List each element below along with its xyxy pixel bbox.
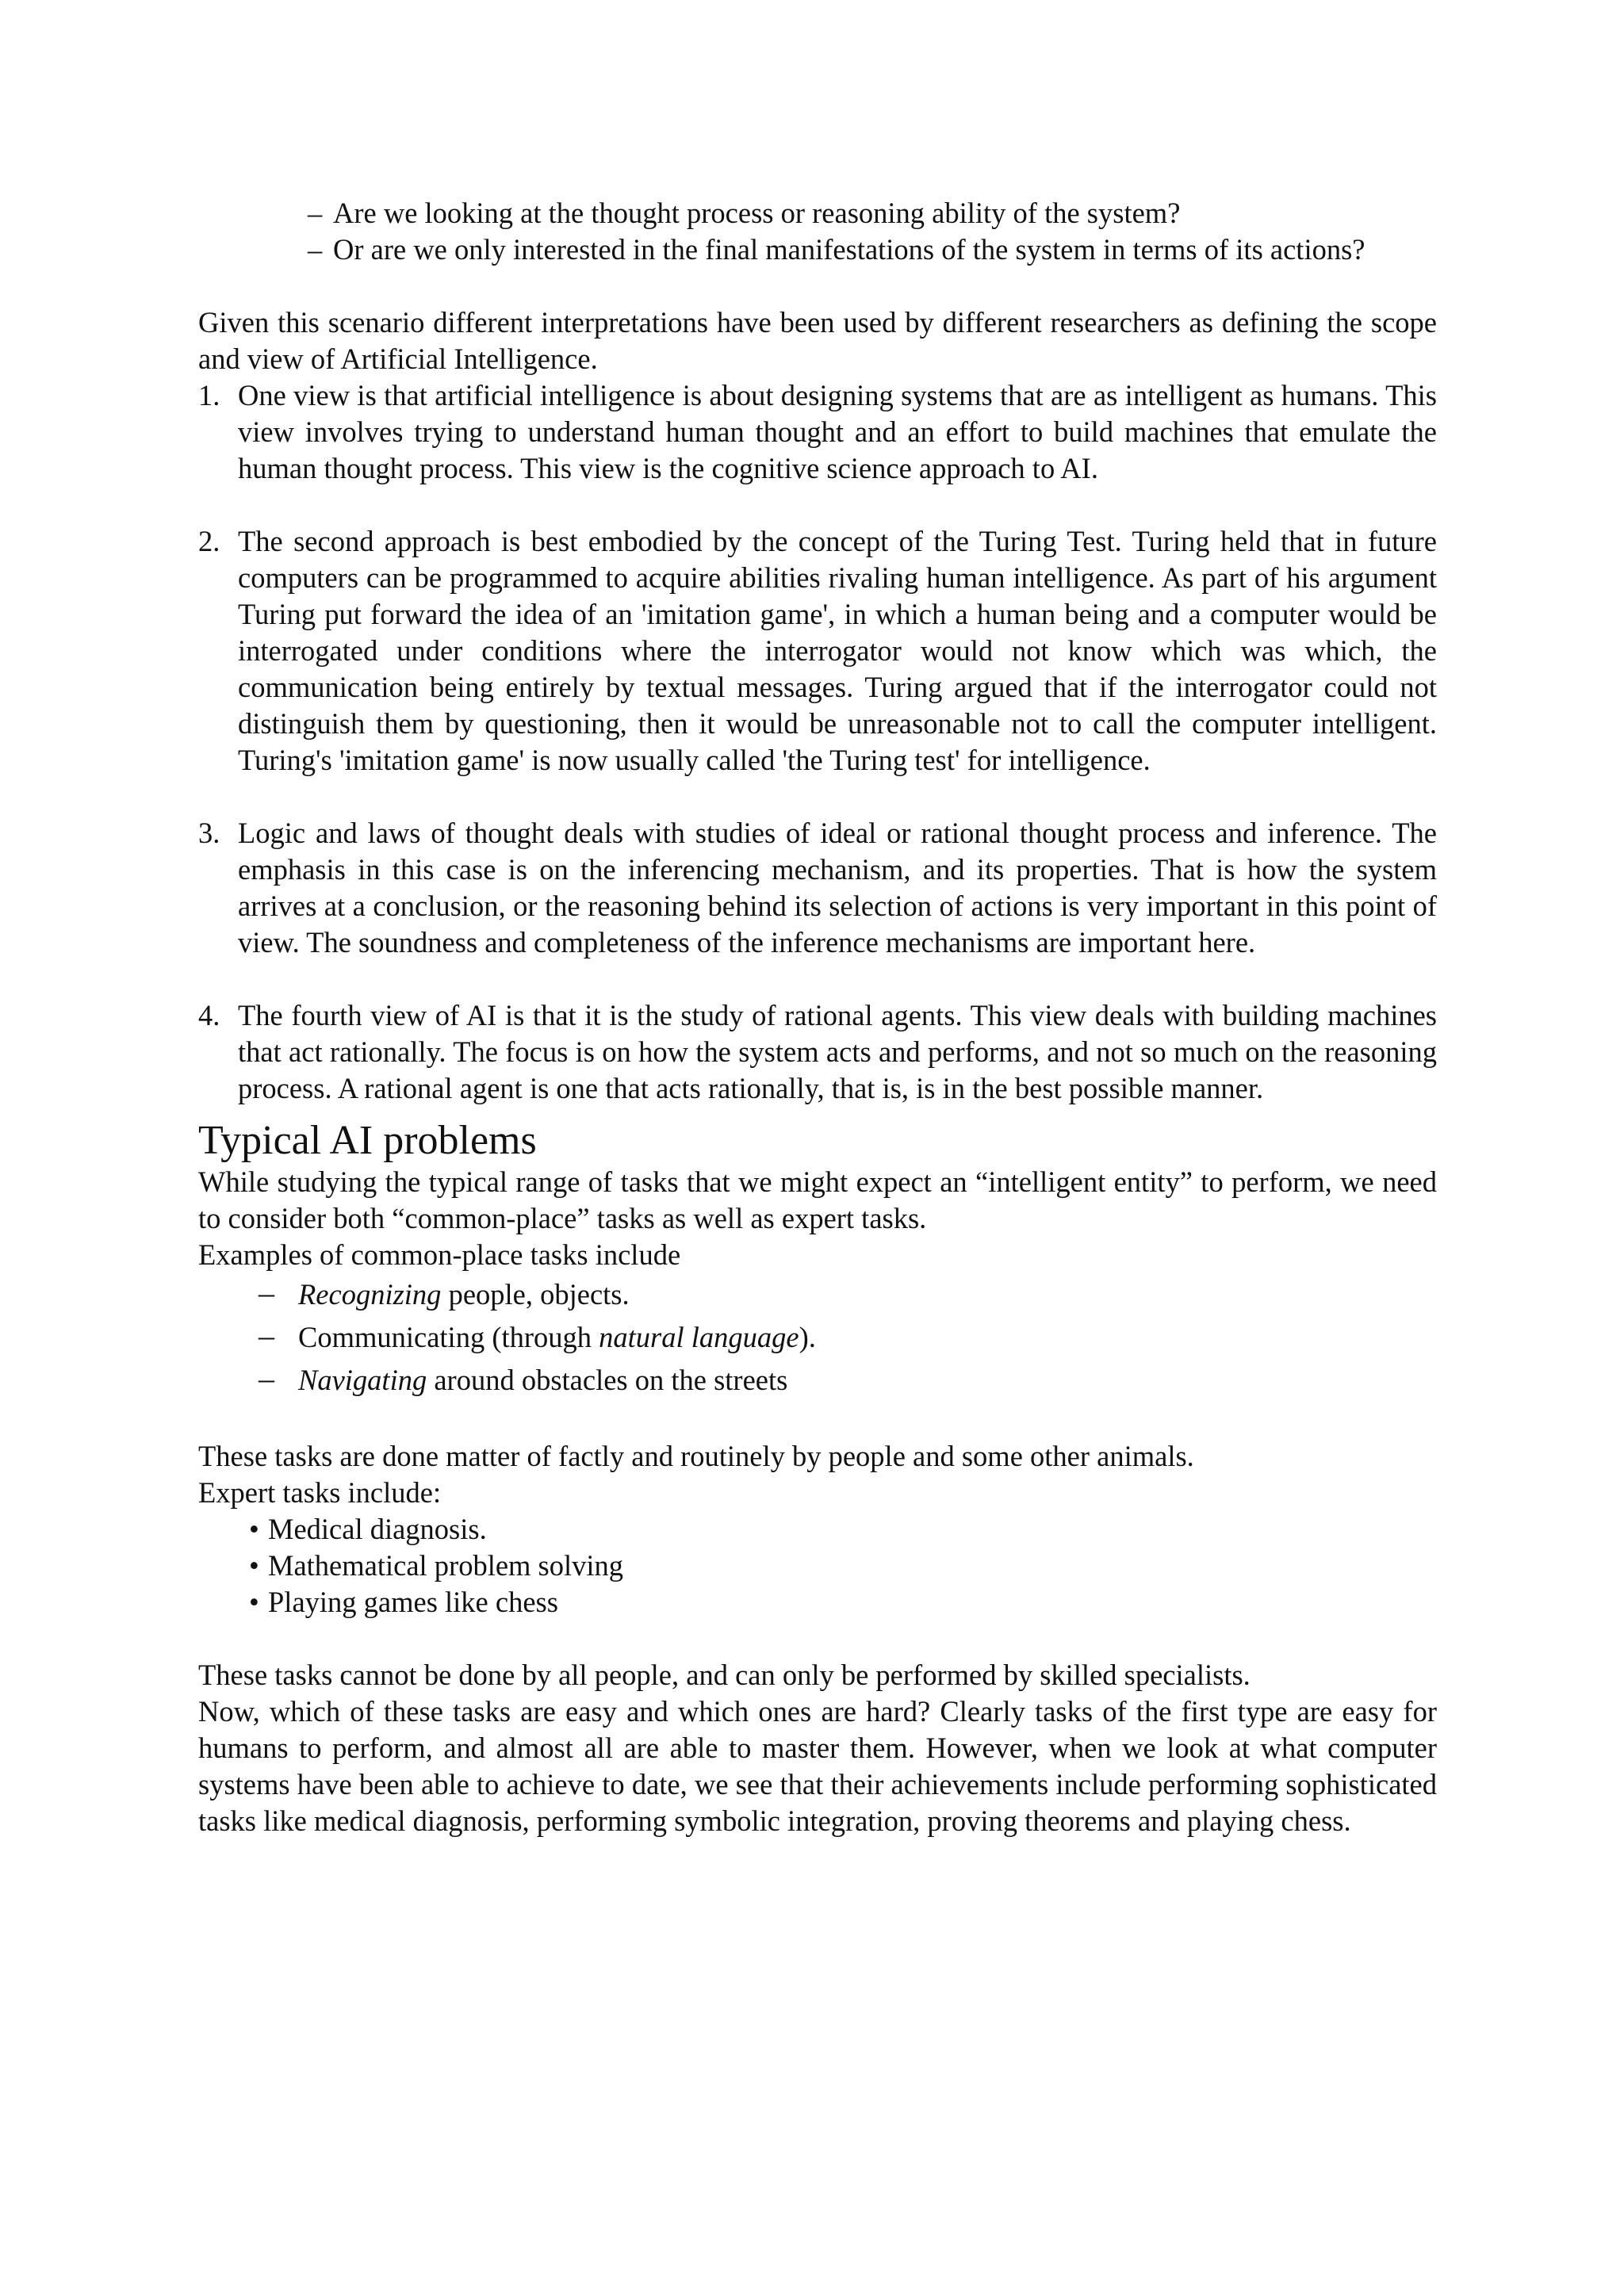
bullet-marker: • xyxy=(249,1586,259,1618)
scenario-paragraph: Given this scenario different interpretations have been used by different researchers as defining the scope and view of Artificial Intelligence. xyxy=(198,306,1437,375)
spacer xyxy=(198,961,1437,997)
list-item xyxy=(198,377,1437,487)
intro-question-list xyxy=(306,195,1437,268)
spacer xyxy=(198,268,1437,304)
task-text: around obstacles on the streets xyxy=(427,1364,788,1396)
expert-lead: Expert tasks include: xyxy=(198,1476,442,1509)
item-number: 1. xyxy=(198,379,220,411)
bullet-marker: • xyxy=(249,1513,259,1545)
item-number: 4. xyxy=(198,999,220,1031)
list-item xyxy=(306,195,1437,232)
spacer xyxy=(198,1621,1437,1657)
item-text: The second approach is best embodied by the concept of the Turing Test. Turing held that in future computers can be programmed to acquire abilities rivaling human intelligence. As part of his argument Turing put forward the idea of an 'imitation game', in which a human being and a computer would be interrogated under conditions where the interrogator would not know which was which, the communication being entirely by textual messages. Turing argued that if the interrogator could not distinguish them by questioning, then it would be unreasonable not to call the computer intelligent. Turing's 'imitation game' is now usually called 'the Turing test' for intelligence. xyxy=(238,525,1437,776)
spacer xyxy=(198,487,1437,523)
list-item xyxy=(306,232,1437,268)
task-emphasis: Recognizing xyxy=(298,1278,442,1311)
list-item xyxy=(259,1359,1437,1402)
task-text: Mathematical problem solving xyxy=(268,1549,624,1582)
bullet-marker: • xyxy=(249,1549,259,1582)
list-item xyxy=(198,997,1437,1107)
item-number: 3. xyxy=(198,817,220,849)
closing-paragraph: Now, which of these tasks are easy and which ones are hard? Clearly tasks of the first type are easy for humans to perform, and almost all are able to master them. However, when we look at what computer systems have been able to achieve to date, we see that their achievements include performing sophisticated tasks like medical diagnosis, performing symbolic integration, proving theorems and playing chess. xyxy=(198,1695,1437,1837)
list-item xyxy=(249,1584,1437,1621)
document-page xyxy=(198,195,1437,1839)
task-text: Communicating (through xyxy=(298,1321,599,1353)
question-text: Are we looking at the thought process or reasoning ability of the system? xyxy=(333,197,1181,229)
question-text: Or are we only interested in the final manifestations of the system in terms of its actions? xyxy=(333,233,1365,266)
spacer xyxy=(198,1402,1437,1438)
dash-marker: – xyxy=(259,1360,274,1396)
routine-sentence: These tasks are done matter of factly and routinely by people and some other animals. xyxy=(198,1440,1194,1472)
list-item xyxy=(259,1316,1437,1359)
task-text: Medical diagnosis. xyxy=(268,1513,487,1545)
item-text: The fourth view of AI is that it is the study of rational agents. This view deals with building machines that act rationally. The focus is on how the system acts and performs, and not so much on the reasoning process. A rational agent is one that acts rationally, that is, is in the best possible manner. xyxy=(238,999,1437,1104)
task-emphasis: Navigating xyxy=(298,1364,427,1396)
dash-marker: – xyxy=(308,197,323,229)
task-emphasis: natural language xyxy=(599,1321,799,1353)
views-list xyxy=(198,377,1437,1107)
problems-intro: While studying the typical range of tasks that we might expect an “intelligent entity” to perform, we need to consider both “common-place” tasks as well as expert tasks. xyxy=(198,1165,1437,1234)
spacer xyxy=(198,779,1437,815)
task-text: people, objects. xyxy=(441,1278,630,1311)
list-item xyxy=(259,1273,1437,1316)
common-place-task-list xyxy=(259,1273,1437,1402)
item-text: One view is that artificial intelligence is about designing systems that are as intelligent as humans. This view involves trying to understand human thought and an effort to build machines that emulate the human thought process. This view is the cognitive science approach to AI. xyxy=(238,379,1437,484)
task-text: ). xyxy=(799,1321,816,1353)
list-item xyxy=(198,523,1437,779)
specialists-sentence: These tasks cannot be done by all people, and can only be performed by skilled specialists. xyxy=(198,1659,1251,1691)
common-place-lead: Examples of common-place tasks include xyxy=(198,1238,681,1271)
item-number: 2. xyxy=(198,525,220,557)
task-text: Playing games like chess xyxy=(268,1586,558,1618)
expert-task-list xyxy=(249,1511,1437,1621)
list-item xyxy=(249,1548,1437,1584)
section-heading: Typical AI problems xyxy=(198,1118,537,1163)
dash-marker: – xyxy=(259,1318,274,1353)
item-text: Logic and laws of thought deals with studies of ideal or rational thought process and inference. The emphasis in this case is on the inferencing mechanism, and its properties. That is how the system arrives at a conclusion, or the reasoning behind its selection of actions is very important in this point of view. The soundness and completeness of the inference mechanisms are important here. xyxy=(238,817,1437,959)
dash-marker: – xyxy=(308,233,323,266)
dash-marker: – xyxy=(259,1275,274,1311)
list-item xyxy=(198,815,1437,961)
list-item xyxy=(249,1511,1437,1548)
